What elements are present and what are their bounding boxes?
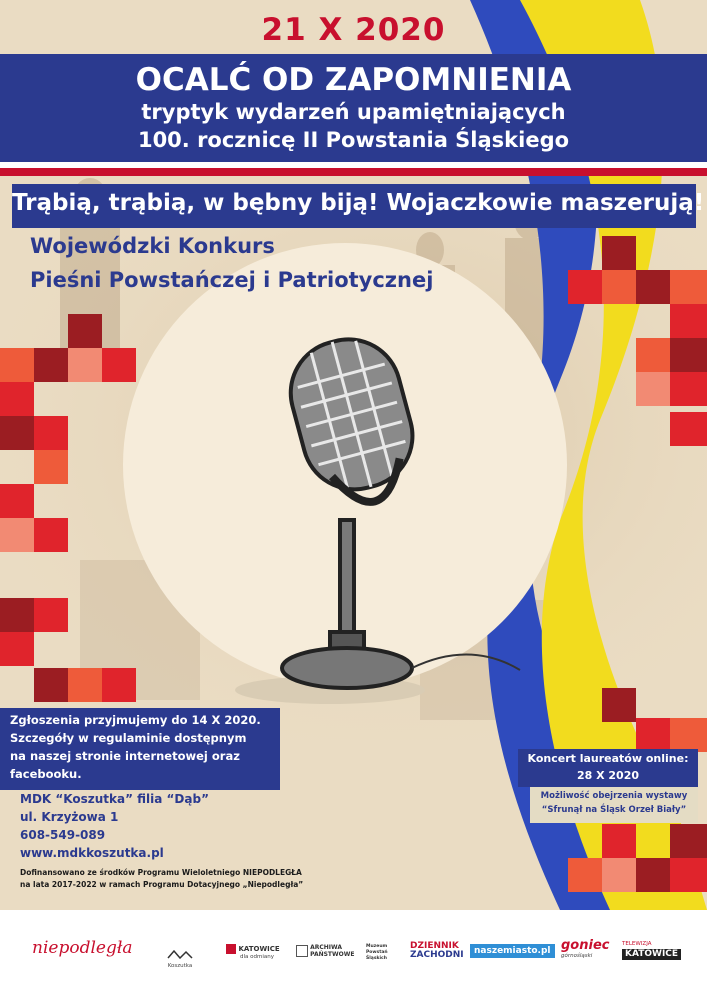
competition-line-1: Wojewódzki Konkurs	[30, 234, 275, 258]
subtitle-line-1: tryptyk wydarzeń upamiętniających	[141, 100, 566, 124]
subtitle-line-2: 100. rocznicę II Powstania Śląskiego	[137, 128, 570, 152]
venue-website[interactable]: www.mdkkoszutka.pl	[20, 846, 164, 860]
event-date: 21 X 2020	[261, 12, 446, 48]
koszutka-label: Koszutka	[167, 963, 193, 969]
archiwa-label-2: PAŃSTWOWE	[310, 951, 355, 958]
archiwa-logo	[296, 944, 354, 958]
katowice-tv-logo	[622, 940, 681, 960]
katowice-city-logo	[226, 944, 280, 960]
concert-line-1: Koncert laureatów online:	[527, 752, 689, 765]
goniec-sub: górnośląski	[561, 953, 593, 959]
venue-street: ul. Krzyżowa 1	[20, 810, 119, 824]
archiwa-icon	[296, 945, 308, 957]
info-line-3: na naszej stronie internetowej oraz	[10, 749, 240, 763]
info-line-4: facebooku.	[10, 767, 82, 781]
dziennik-zachodni-logo	[410, 942, 464, 960]
concert-line-2: 28 X 2020	[576, 769, 640, 782]
katowice-city-sub: dla odmiany	[240, 954, 274, 960]
venue-name: MDK “Koszutka” filia “Dąb”	[20, 792, 209, 806]
poster-title: OCALĆ OD ZAPOMNIENIA	[135, 62, 572, 98]
exhibition-line-1: Możliwość obejrzenia wystawy	[540, 791, 688, 801]
katowice-tv-sub: TELEWIZJA	[622, 941, 652, 947]
katowice-tv-label: KATOWICE	[622, 949, 681, 960]
niepodlegla-logo: niepodległa	[32, 938, 133, 958]
katowice-heart-icon	[226, 944, 236, 954]
muzeum-logo	[366, 944, 406, 962]
funding-line-2: na lata 2017-2022 w ramach Programu Dotacyjnego „Niepodległa”	[20, 880, 304, 889]
archiwa-label: ARCHIWA	[310, 944, 343, 951]
competition-line-2: Pieśni Powstańczej i Patriotycznej	[30, 268, 434, 292]
katowice-city-label: KATOWICE	[238, 945, 280, 953]
exhibition-line-2: “Sfrunął na Śląsk Orzeł Biały”	[541, 805, 687, 815]
slogan-text: Trąbią, trąbią, w bębny biją! Wojaczkowie maszerują!	[12, 190, 705, 216]
goniec-label: goniec	[561, 938, 610, 953]
venue-phone: 608-549-089	[20, 828, 106, 842]
koszutka-logo	[166, 944, 194, 969]
flag-stripe-red	[0, 168, 707, 176]
dziennik-label-1: DZIENNIK	[410, 941, 459, 951]
info-line-2: Szczegóły w regulaminie dostępnym	[10, 731, 247, 745]
naszemiasto-logo: naszemiasto.pl	[470, 944, 555, 958]
info-line-1: Zgłoszenia przyjmujemy do 14 X 2020.	[10, 713, 261, 727]
goniec-logo	[561, 940, 609, 962]
muzeum-label: Muzeum Powstań Śląskich	[366, 944, 388, 961]
koszutka-icon	[166, 949, 194, 959]
dziennik-label-2: ZACHODNI	[410, 950, 464, 960]
funding-line-1: Dofinansowano ze środków Programu Wieloletniego NIEPODLEGŁA	[20, 868, 302, 877]
